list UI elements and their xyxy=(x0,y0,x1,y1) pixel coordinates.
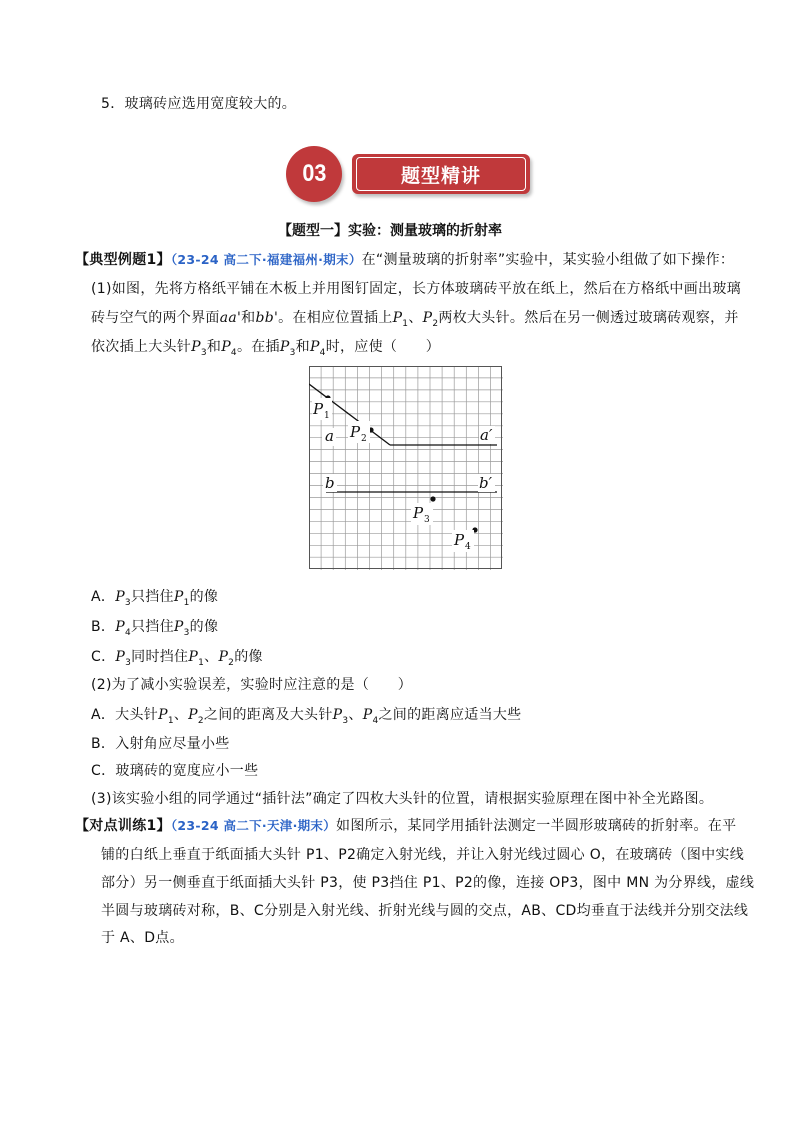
option-label: A． xyxy=(91,589,116,605)
q2-option-b: B．入射角应尽量小些 xyxy=(91,736,230,752)
question3: (3)该实验小组的同学通过“插针法”确定了四枚大头针的位置，请根据实验原理在图中补全光路图。 xyxy=(91,791,714,807)
example1-header xyxy=(75,251,734,269)
topic-heading: 【题型一】实验：测量玻璃的折射率 xyxy=(278,223,502,239)
option-label: C． xyxy=(91,649,116,665)
section-title-banner xyxy=(352,154,530,194)
text: 砖与空气的两个界面 xyxy=(91,310,220,326)
pin: P xyxy=(188,649,199,665)
text: 、 xyxy=(204,649,219,665)
text: 、 xyxy=(408,310,423,326)
text: 和 xyxy=(206,339,222,355)
training1-source: （23-24 高二下·天津·期末） xyxy=(170,818,337,833)
pin: P xyxy=(115,649,126,665)
grid-diagram xyxy=(309,366,503,570)
label-p3-sub: 3 xyxy=(424,515,430,525)
list-item-5: 5．玻璃砖应选用宽度较大的。 xyxy=(101,96,297,112)
label-p1-sub: 1 xyxy=(324,411,330,421)
question1-line1: (1)如图，先将方格纸平铺在木板上并用图钉固定，长方体玻璃砖平放在纸上，然后在方格纸中画出玻璃 xyxy=(91,281,741,297)
pin: P xyxy=(115,619,125,635)
section-title: 题型精讲 xyxy=(400,164,481,187)
interface-aa: aa' xyxy=(219,310,242,326)
label-p2: P xyxy=(350,423,361,441)
text: 依次插上大头针 xyxy=(91,339,192,355)
q2-option-c: C．玻璃砖的宽度应小一些 xyxy=(91,763,259,779)
option-b: B．$P_4$只挡住$P_3$的像 xyxy=(91,619,219,638)
text: 两枚大头针。然后在另一侧透过玻璃砖观察，并 xyxy=(438,310,739,326)
section-number-badge xyxy=(286,146,342,202)
training1-line2: 铺的白纸上垂直于纸面插大头针 P1、P2确定入射光线，并让入射光线过圆心 O，在玻璃砖（图中实线 xyxy=(101,847,745,863)
training1-line3: 部分）另一侧垂直于纸面插大头针 P3，使 P3挡住 P1、P2的像，连接 OP3，图中 MN 为分界线，虚线 xyxy=(101,875,755,891)
example1-tag: 【典型例题1】 xyxy=(75,252,171,268)
pin: P xyxy=(115,589,125,605)
pin-p3-dot xyxy=(430,496,435,501)
interface-bb: bb' xyxy=(255,310,279,326)
text: 只挡住 xyxy=(130,589,174,605)
text: 时，应使（ ） xyxy=(325,339,441,355)
label-b: b xyxy=(325,474,335,492)
pin: P xyxy=(218,649,229,665)
pin-p1: P xyxy=(392,310,403,326)
text: 、 xyxy=(348,707,363,723)
text: 的像 xyxy=(189,589,219,605)
example1-source: （23-24 高二下·福建福州·期末） xyxy=(170,252,362,267)
pin-p3: P xyxy=(191,339,201,355)
text: 和 xyxy=(295,339,310,355)
training1-line4: 半圆与玻璃砖对称，B、C分别是入射光线、折射光线与圆的交点，AB、CD均垂直于法线并分别交法线 xyxy=(101,903,749,919)
question1-line3: 依次插上大头针$P_3$和$P_4$。在插$P_3$和$P_4$时，应使（ ） xyxy=(91,339,441,358)
option-label: B． xyxy=(91,619,116,635)
label-a: a xyxy=(325,427,334,445)
training1-line1: 如图所示，某同学用插针法测定一半圆形玻璃砖的折射率。在平 xyxy=(336,818,737,834)
label-p2-sub: 2 xyxy=(361,434,367,444)
option-a: A．$P_3$只挡住$P_1$的像 xyxy=(91,589,219,608)
pin-p4: P xyxy=(221,339,231,355)
text: 和 xyxy=(241,310,256,326)
training1-line5: 于 A、D点。 xyxy=(101,930,184,946)
label-p1: P xyxy=(313,400,324,418)
text: 之间的距离及大头针 xyxy=(203,707,333,723)
text: 只挡住 xyxy=(130,619,174,635)
training1-tag: 【对点训练1】 xyxy=(75,818,171,834)
pin-p2: P xyxy=(422,310,433,326)
example1-intro: 在“测量玻璃的折射率”实验中，某实验小组做了如下操作： xyxy=(361,252,735,268)
label-p4: P xyxy=(454,531,465,549)
text: 。在相应位置插上 xyxy=(278,310,393,326)
label-b-prime: b′ xyxy=(479,474,493,492)
section-number: 03 xyxy=(301,160,327,187)
training1-header xyxy=(75,817,736,835)
text: 的像 xyxy=(189,619,219,635)
pin: P xyxy=(173,589,184,605)
text: 之间的距离应适当大些 xyxy=(378,707,522,723)
text: A．大头针 xyxy=(91,707,159,723)
question1-line2: 砖与空气的两个界面aa'和bb'。在相应位置插上$P_1$、$P_2$两枚大头针。然后在另一侧透过玻璃砖观察，并 xyxy=(91,310,739,329)
option-c: C．$P_3$同时挡住$P_1$、$P_2$的像 xyxy=(91,649,263,668)
pin-p4: P xyxy=(309,339,320,355)
pin: P xyxy=(173,619,184,635)
text: 、 xyxy=(173,707,189,723)
label-p4-sub: 4 xyxy=(465,542,471,552)
label-p3: P xyxy=(413,504,424,522)
label-a-prime: a′ xyxy=(480,426,493,444)
text: 同时挡住 xyxy=(131,649,189,665)
q2-option-a: A．大头针$P_1$、$P_2$之间的距离及大头针$P_3$、$P_4$之间的距离应适当大些 xyxy=(91,707,522,726)
question2: (2)为了减小实验误差，实验时应注意的是（ ） xyxy=(91,677,413,693)
text: 。在插 xyxy=(236,339,280,355)
pin-p3: P xyxy=(279,339,290,355)
text: 的像 xyxy=(234,649,263,665)
